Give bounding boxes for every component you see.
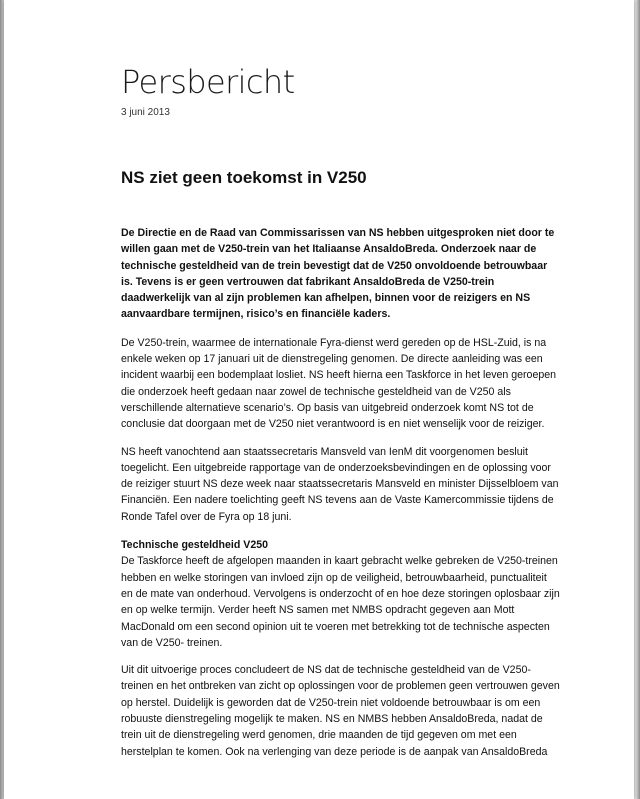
- body-paragraph-4: Uit dit uitvoerige proces concludeert de NS dat de technische gesteldheid van de V250-treinen en het ontbreken van zicht op oplossingen voor de problemen geen vertrouwen geven op herstel. Duidelijk is geworden dat de V250-trein niet voldoende betrouwbaar is om een robuuste dienstregeling mogelijk te maken. NS en NMBS hebben AnsaldoBreda, nadat de trein uit de dienstregeling werd genomen, drie maanden de tijd gegeven om met een herstelplan te komen. Ook na verlenging van deze periode is de aanpak van AnsaldoBreda: [121, 664, 560, 758]
- headline: NS ziet geen toekomst in V250: [121, 168, 367, 187]
- document-title: Persbericht: [121, 63, 295, 101]
- document-page: [4, 0, 634, 799]
- lead-paragraph: De Directie en de Raad van Commissarissen van NS hebben uitgesproken niet door te willen gaan met de V250-trein van het Italiaanse AnsaldoBreda. Onderzoek naar de technische gesteldheid van de trein bevestigt dat de V250 onvoldoende betrouwbaar is. Tevens is er geen vertrouwen dat fabrikant AnsaldoBreda de V250-trein daadwerkelijk van al zijn problemen kan afhelpen, binnen voor de reizigers en NS aanvaardbare termijnen, risico’s en financiële kaders.: [121, 227, 555, 321]
- body-paragraph-3: De Taskforce heeft de afgelopen maanden in kaart gebracht welke gebreken de V250-treinen hebben en welke storingen van invloed zijn op de veiligheid, betrouwbaarheid, punctualiteit en de mate van onderhoud. Vervolgens is onderzocht of en hoe deze storingen oplosbaar zijn en op welke termijn. Verder heeft NS samen met NMBS opdracht gegeven aan Mott MacDonald om een second opinion uit te voeren met betrekking tot de technische aspecten van de V250- treinen.: [121, 555, 560, 649]
- section-heading: Technische gesteldheid V250: [121, 539, 268, 552]
- body-paragraph-1: De V250-trein, waarmee de internationale Fyra-dienst werd gereden op de HSL-Zuid, is na enkele weken op 17 januari uit de dienstregeling genomen. De directe aanleiding was een incident waarbij een bodemplaat losliet. NS heeft hierna een Taskforce in het leven geroepen die onderzoek heeft gedaan naar zowel de technische gesteldheid van de V250 als verschillende alternatieve scenario’s. Op basis van uitgebreid onderzoek komt NS tot de conclusie dat doorgaan met de V250 niet verantwoord is en niet wenselijk voor de reiziger.: [121, 336, 557, 431]
- body-paragraph-2: NS heeft vanochtend aan staatssecretaris Mansveld van IenM dit voorgenomen besluit toegelicht. Een uitgebreide rapportage van de onderzoeksbevindingen en de oplossing voor de reiziger stuurt NS deze week naar staatssecretaris Mansveld en minister Dijsselbloem van Financiën. Een nadere toelichting geeft NS tevens aan de Vaste Kamercommissie tijdens de Ronde Tafel over de Fyra op 18 juni.: [121, 445, 559, 523]
- document-content: [121, 62, 561, 760]
- document-date: 3 juni 2013: [121, 107, 170, 118]
